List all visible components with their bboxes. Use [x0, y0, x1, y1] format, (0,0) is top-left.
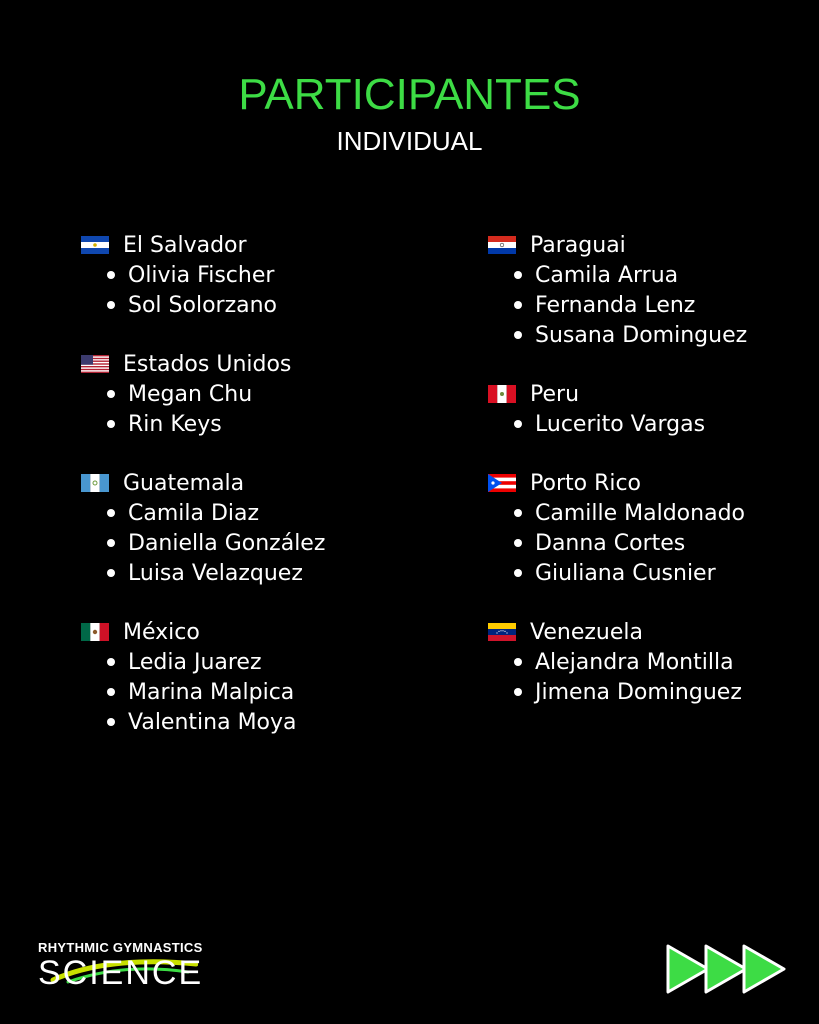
- athlete-list: [81, 260, 411, 320]
- bullet-icon: [514, 509, 522, 517]
- bullet-icon: [514, 688, 522, 696]
- page-title: PARTICIPANTES: [238, 70, 581, 119]
- athlete-list: [488, 647, 818, 707]
- country-name: Venezuela: [530, 619, 643, 645]
- athlete-item: [107, 260, 411, 290]
- logo-line1: RHYTHMIC GYMNASTICS: [38, 940, 203, 955]
- athlete-item: [514, 558, 818, 588]
- country-header: [488, 230, 818, 260]
- athlete-item: [514, 320, 818, 350]
- country-header: [81, 468, 411, 498]
- bullet-icon: [107, 390, 115, 398]
- athlete-list: [488, 498, 818, 588]
- country-name: Peru: [530, 381, 580, 407]
- bullet-icon: [514, 420, 522, 428]
- athlete-item: [107, 677, 411, 707]
- bullet-icon: [107, 569, 115, 577]
- athlete-name: Daniella González: [128, 530, 326, 556]
- athlete-item: [107, 409, 411, 439]
- country-name: El Salvador: [123, 232, 247, 258]
- country-header: [488, 468, 818, 498]
- flag-mexico-icon: [81, 623, 109, 641]
- athlete-item: [107, 498, 411, 528]
- athlete-name: Camila Diaz: [128, 500, 260, 526]
- country-header: [488, 617, 818, 647]
- athlete-name: Luisa Velazquez: [128, 560, 303, 586]
- athlete-item: [514, 260, 818, 290]
- flag-el-salvador-icon: [81, 236, 109, 254]
- triple-chevron-right-icon[interactable]: [664, 942, 788, 996]
- bullet-icon: [514, 539, 522, 547]
- athlete-item: [107, 528, 411, 558]
- athlete-name: Lucerito Vargas: [535, 411, 706, 437]
- bullet-icon: [107, 539, 115, 547]
- bullet-icon: [107, 688, 115, 696]
- athlete-item: [107, 647, 411, 677]
- athlete-name: Megan Chu: [128, 381, 253, 407]
- athlete-item: [107, 290, 411, 320]
- flag-peru-icon: [488, 385, 516, 403]
- athlete-name: Jimena Dominguez: [535, 679, 742, 705]
- athlete-item: [107, 707, 411, 737]
- athlete-name: Fernanda Lenz: [535, 292, 696, 318]
- athlete-item: [514, 677, 818, 707]
- athlete-name: Alejandra Montilla: [535, 649, 734, 675]
- athlete-name: Rin Keys: [128, 411, 222, 437]
- country-block: [81, 230, 411, 320]
- country-block: [488, 617, 818, 707]
- column-right: [488, 230, 818, 736]
- athlete-name: Marina Malpica: [128, 679, 295, 705]
- athlete-list: [488, 260, 818, 350]
- bullet-icon: [107, 271, 115, 279]
- country-header: [81, 349, 411, 379]
- flag-paraguay-icon: [488, 236, 516, 254]
- athlete-list: [81, 379, 411, 439]
- brand-logo: [38, 940, 208, 996]
- athlete-item: [514, 647, 818, 677]
- bullet-icon: [107, 658, 115, 666]
- country-block: [488, 230, 818, 350]
- flag-usa-icon: [81, 355, 109, 373]
- column-left: [81, 230, 411, 766]
- country-name: Estados Unidos: [123, 351, 292, 377]
- athlete-list: [81, 647, 411, 737]
- country-block: [81, 468, 411, 588]
- flag-guatemala-icon: [81, 474, 109, 492]
- athlete-item: [514, 290, 818, 320]
- country-name: México: [123, 619, 200, 645]
- athlete-name: Camila Arrua: [535, 262, 679, 288]
- country-name: Paraguai: [530, 232, 626, 258]
- athlete-name: Olivia Fischer: [128, 262, 275, 288]
- athlete-item: [514, 498, 818, 528]
- athlete-name: Susana Dominguez: [535, 322, 748, 348]
- athlete-name: Sol Solorzano: [128, 292, 278, 318]
- bullet-icon: [514, 569, 522, 577]
- country-header: [81, 617, 411, 647]
- athlete-list: [81, 498, 411, 588]
- athlete-item: [107, 558, 411, 588]
- country-header: [81, 230, 411, 260]
- bullet-icon: [107, 509, 115, 517]
- athlete-item: [514, 409, 818, 439]
- country-name: Porto Rico: [530, 470, 642, 496]
- logo-line2: SCIENCE: [38, 954, 204, 992]
- athlete-name: Valentina Moya: [128, 709, 297, 735]
- athlete-name: Camille Maldonado: [535, 500, 745, 526]
- country-header: [488, 379, 818, 409]
- country-block: [81, 349, 411, 439]
- country-name: Guatemala: [123, 470, 245, 496]
- athlete-name: Ledia Juarez: [128, 649, 262, 675]
- athlete-item: [514, 528, 818, 558]
- bullet-icon: [514, 331, 522, 339]
- bullet-icon: [514, 301, 522, 309]
- athlete-name: Danna Cortes: [535, 530, 686, 556]
- flag-puerto-rico-icon: [488, 474, 516, 492]
- athlete-item: [107, 379, 411, 409]
- country-block: [488, 379, 818, 439]
- athlete-list: [488, 409, 818, 439]
- bullet-icon: [107, 718, 115, 726]
- bullet-icon: [107, 420, 115, 428]
- bullet-icon: [514, 658, 522, 666]
- page-subtitle: INDIVIDUAL: [336, 126, 483, 156]
- athlete-name: Giuliana Cusnier: [535, 560, 716, 586]
- country-block: [81, 617, 411, 737]
- country-block: [488, 468, 818, 588]
- flag-venezuela-icon: [488, 623, 516, 641]
- bullet-icon: [514, 271, 522, 279]
- bullet-icon: [107, 301, 115, 309]
